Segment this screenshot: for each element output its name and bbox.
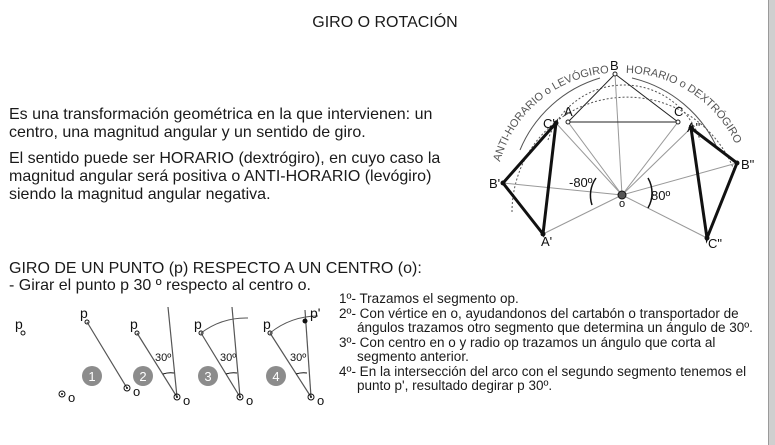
panel-step-1 (59, 305, 140, 405)
label-angle-neg: -80º (569, 175, 593, 190)
label-angle-pos: 80º (651, 188, 671, 203)
step-item: 2º- Con vértice en o, ayudandonos del cartabón o transportador de ángulos trazamos otro segmento que determina un ángulo de 30º. (339, 305, 753, 335)
label-p-prime: p' (310, 305, 321, 321)
section-subtitle: - Girar el punto p 30 º respecto al centro o. (9, 277, 311, 294)
label-c1: C' (543, 116, 555, 131)
panel-initial (15, 316, 25, 335)
step-item: 4º- En la intersección del arco con el segundo segmento tenemos el punto p', resultado degirar p 30º. (339, 363, 747, 393)
label-b1: B' (489, 176, 501, 191)
label-o: o (133, 384, 141, 399)
label-a: A (564, 104, 573, 119)
cw-arc-label: HORARIO o DEXTRÓGIRO (625, 63, 744, 146)
label-p: p (15, 316, 23, 332)
step-number: 3 (204, 369, 212, 384)
label-a2: A" (687, 120, 701, 135)
label-c: C (674, 104, 684, 119)
page-title: GIRO O ROTACIÓN (312, 14, 458, 31)
label-o: o (317, 393, 325, 408)
intro-paragraph: Es una transformación geométrica en la que intervienen: un centro, una magnitud angular y un sentido de giro. (9, 106, 433, 141)
rotation-figure (489, 58, 755, 251)
label-o: o (183, 393, 191, 408)
label-a1: A' (541, 234, 553, 249)
step-item: 1º- Trazamos el segmento op. (339, 291, 519, 306)
step-number: 2 (139, 369, 147, 384)
panel-step-3 (194, 307, 253, 408)
section-title: GIRO DE UN PUNTO (p) RESPECTO A UN CENTRO (o): (9, 260, 422, 277)
label-angle: 30º (220, 352, 237, 364)
label-o: o (68, 390, 76, 405)
step-item: 3º- Con centro en o y radio op trazamos un ángulo que corta al segmento anterior. (339, 334, 716, 364)
label-o: o (246, 393, 254, 408)
step-number: 4 (272, 369, 280, 384)
label-angle: 30º (290, 352, 307, 364)
label-p: p (80, 305, 88, 321)
direction-paragraph: El sentido puede ser HORARIO (dextrógiro), en cuyo caso la magnitud angular será positiva o ANTI-HORARIO (levógiro) siendo la magnitud angular negativa. (9, 150, 441, 203)
label-p: p (194, 316, 202, 332)
label-c2: C" (708, 236, 723, 251)
label-angle: 30º (155, 352, 172, 364)
step-number: 1 (88, 369, 96, 384)
label-center: o (619, 198, 626, 210)
triangle-a2b2c2 (691, 128, 737, 238)
ccw-arc-label: ANTI-HORARIO o LEVÓGIRO (491, 63, 610, 163)
label-p: p (130, 316, 138, 332)
label-p: p (263, 316, 271, 332)
point-rotation-panels (15, 305, 324, 408)
label-b2: B" (741, 157, 755, 172)
panel-step-4 (263, 305, 324, 408)
label-b: B (610, 58, 619, 73)
